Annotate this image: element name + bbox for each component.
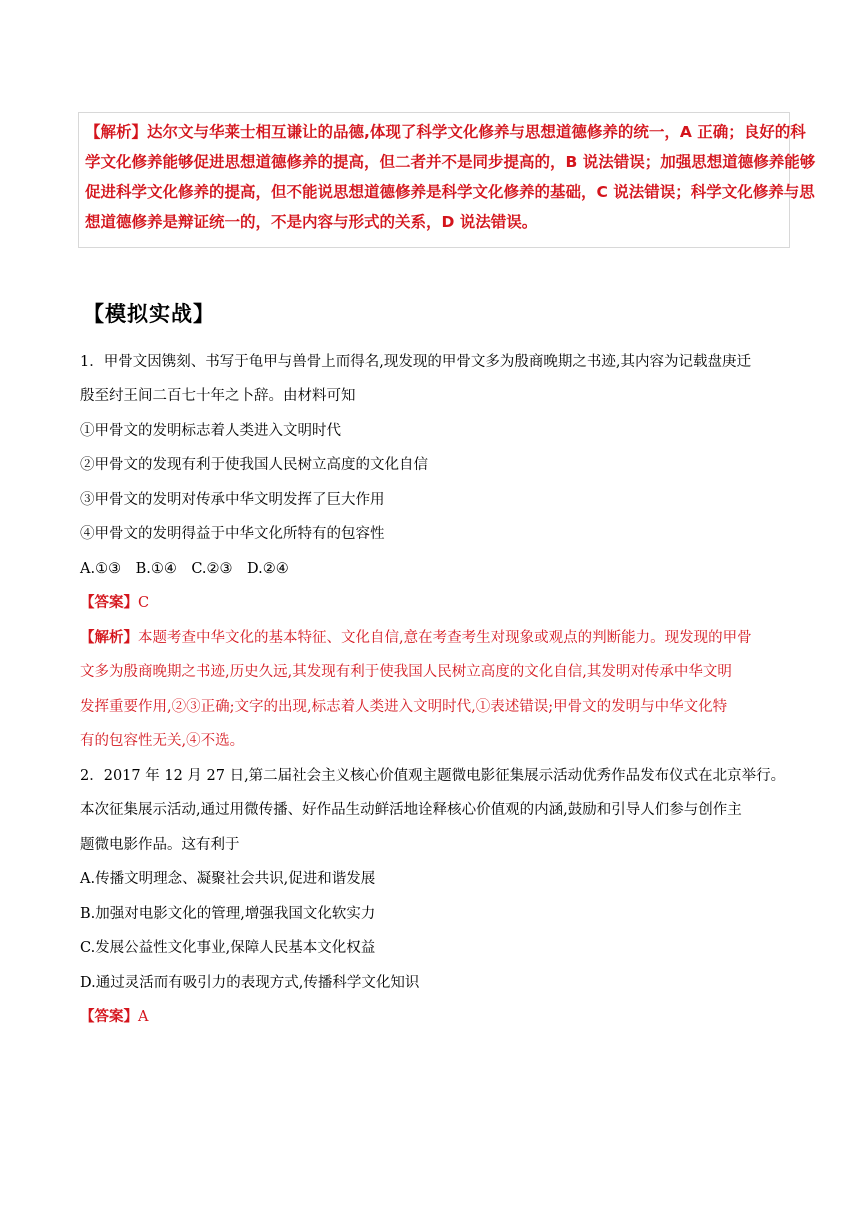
answer-value: A xyxy=(138,1009,149,1025)
q1-option-1: ①甲骨文的发明标志着人类进入文明时代 xyxy=(80,423,341,439)
q2-option-a: A.传播文明理念、凝聚社会共识,促进和谐发展 xyxy=(80,871,376,887)
q1-stem-line-2: 殷至纣王间二百七十年之卜辞。由材料可知 xyxy=(80,388,356,404)
previous-analysis-box xyxy=(78,112,816,248)
q1-answer xyxy=(80,591,149,612)
q1-analysis-line-3: 发挥重要作用,②③正确;文字的出现,标志着人类进入文明时代,①表述错误;甲骨文的发明与中华文化特 xyxy=(80,699,728,715)
q2-stem-line-3: 题微电影作品。这有利于 xyxy=(80,837,240,853)
q1-option-3: ③甲骨文的发明对传承中华文明发挥了巨大作用 xyxy=(80,492,385,508)
q1-analysis-line-4: 有的包容性无关,④不选。 xyxy=(80,733,245,749)
q2-answer xyxy=(80,1005,148,1026)
q2-stem-line-1: 2．2017 年 12 月 27 日,第二届社会主义核心价值观主题微电影征集展示活动优秀作品发布仪式在北京举行。 xyxy=(80,768,786,784)
q2-stem-line-2: 本次征集展示活动,通过用微传播、好作品生动鲜活地诠释核心价值观的内涵,鼓励和引导人们参与创作主 xyxy=(80,802,742,818)
answer-value: C xyxy=(138,595,150,611)
section-title: 【模拟实战】 xyxy=(83,302,215,326)
analysis-line-4: 想道德修养是辩证统一的，不是内容与形式的关系，D 说法错误。 xyxy=(85,213,538,231)
analysis-line-2: 学文化修养能够促进思想道德修养的提高，但二者并不是同步提高的，B 说法错误；加强思想道德修养能够 xyxy=(85,153,816,171)
analysis-line-1: 【解析】达尔文与华莱士相互谦让的品德,体现了科学文化修养与思想道德修养的统一，A 正确；良好的科 xyxy=(85,123,806,141)
q1-option-4: ④甲骨文的发明得益于中华文化所特有的包容性 xyxy=(80,526,385,542)
q1-option-2: ②甲骨文的发现有利于使我国人民树立高度的文化自信 xyxy=(80,457,428,473)
q2-option-c: C.发展公益性文化事业,保障人民基本文化权益 xyxy=(80,940,376,956)
q2-option-d: D.通过灵活而有吸引力的表现方式,传播科学文化知识 xyxy=(80,975,420,991)
q1-analysis-line-1: 【解析】本题考查中华文化的基本特征、文化自信,意在考查考生对现象或观点的判断能力。现发现的甲骨 xyxy=(80,630,752,646)
q1-analysis-line-2: 文多为殷商晚期之书迹,历史久远,其发现有利于使我国人民树立高度的文化自信,其发明对传承中华文明 xyxy=(80,664,732,680)
q2-option-b: B.加强对电影文化的管理,增强我国文化软实力 xyxy=(80,906,376,922)
q1-choices: A.①③ B.①④ C.②③ D.②④ xyxy=(80,561,289,577)
answer-tag: 【答案】 xyxy=(80,595,138,611)
answer-tag: 【答案】 xyxy=(80,1009,138,1025)
analysis-tag: 【解析】 xyxy=(80,630,138,646)
analysis-tag: 【解析】 xyxy=(85,123,148,141)
analysis-line-3: 促进科学文化修养的提高，但不能说思想道德修养是科学文化修养的基础，C 说法错误；科学文化修养与思 xyxy=(85,183,815,201)
q1-stem-line-1: 1．甲骨文因镌刻、书写于龟甲与兽骨上而得名,现发现的甲骨文多为殷商晚期之书迹,其内容为记载盘庚迁 xyxy=(80,354,751,370)
